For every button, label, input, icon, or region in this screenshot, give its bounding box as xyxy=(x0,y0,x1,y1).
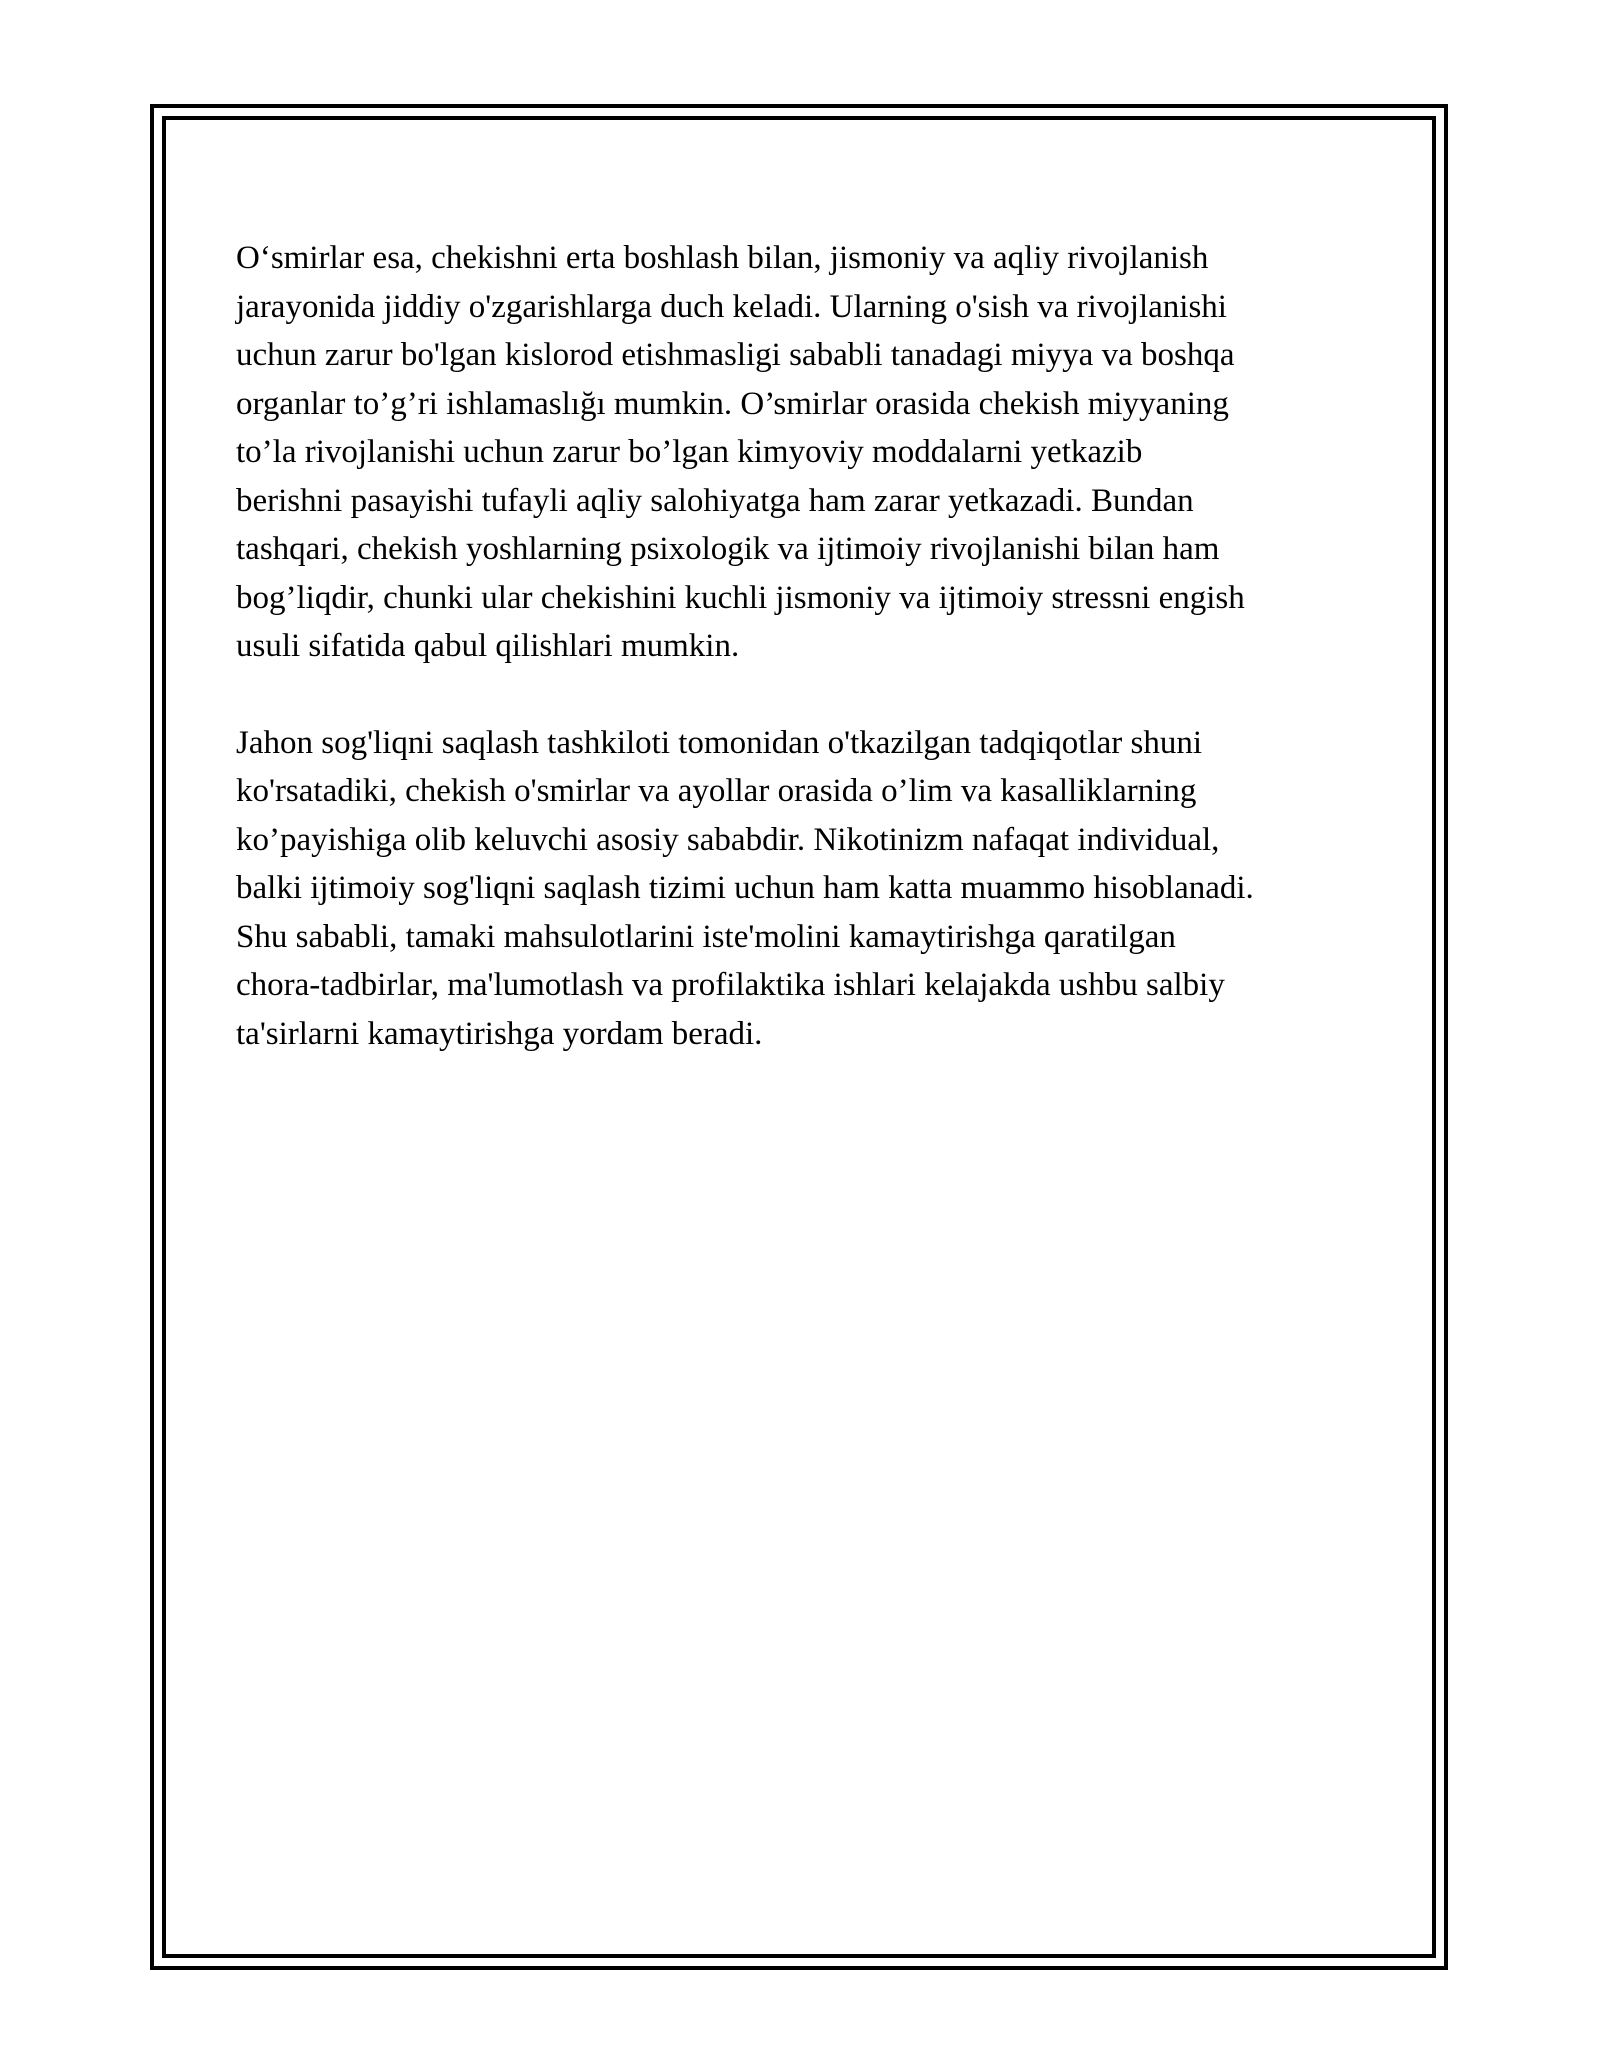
paragraph-line: berishni pasayishi tufayli aqliy salohiyatga ham zarar yetkazadi. Bundan xyxy=(236,482,1194,519)
paragraph-line: ko’payishiga olib keluvchi asosiy sababdir. Nikotinizm nafaqat individual, xyxy=(236,821,1220,858)
paragraph-line: Jahon sog'liqni saqlash tashkiloti tomonidan o'tkazilgan tadqiqotlar shuni xyxy=(236,724,1203,761)
paragraph-2 xyxy=(236,719,1376,1059)
paragraph-line: organlar to’g’ri ishlamaslığı mumkin. O’smirlar orasida chekish miyyaning xyxy=(236,385,1229,422)
paragraph-line: bog’liqdir, chunki ular chekishini kuchli jismoniy va ijtimoiy stressni engish xyxy=(236,579,1245,616)
paragraph-line: tashqari, chekish yoshlarning psixologik va ijtimoiy rivojlanishi bilan ham xyxy=(236,531,1220,567)
paragraph-line: chora-tadbirlar, ma'lumotlash va profilaktika ishlari kelajakda ushbu salbiy xyxy=(236,967,1225,1003)
paragraph-line: ko'rsatadiki, chekish o'smirlar va ayollar orasida o’lim va kasalliklarning xyxy=(236,773,1197,809)
paragraph-line: usuli sifatida qabul qilishlari mumkin. xyxy=(236,628,740,664)
paragraph-line: to’la rivojlanishi uchun zarur bo’lgan kimyoviy moddalarni yetkazib xyxy=(236,434,1143,470)
paragraph-1 xyxy=(236,234,1376,671)
paragraph-line: ta'sirlarni kamaytirishga yordam beradi. xyxy=(236,1015,763,1052)
paragraph-line: balki ijtimoiy sog'liqni saqlash tizimi uchun ham katta muammo hisoblanadi. xyxy=(236,870,1254,906)
paragraph-line: uchun zarur bo'lgan kislorod etishmasligi sababli tanadagi miyya va boshqa xyxy=(236,337,1235,373)
paragraph-line: jarayonida jiddiy o'zgarishlarga duch keladi. Ularning o'sish va rivojlanishi xyxy=(236,288,1227,325)
document-body xyxy=(236,234,1376,1106)
paragraph-line: Shu sababli, tamaki mahsulotlarini iste'molini kamaytirishga qaratilgan xyxy=(236,918,1176,955)
paragraph-line: O‘smirlar esa, chekishni erta boshlash bilan, jismoniy va aqliy rivojlanish xyxy=(236,240,1209,276)
